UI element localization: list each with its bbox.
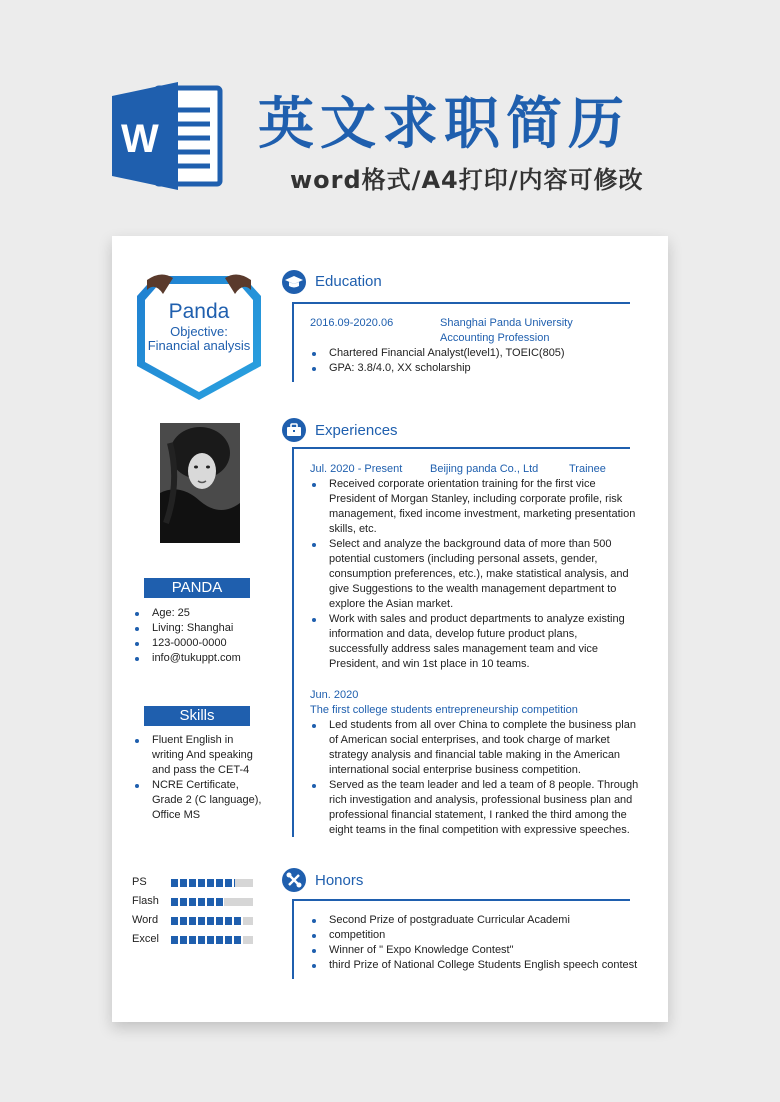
job1-role: Trainee (569, 463, 606, 475)
experiences-title: Experiences (315, 422, 398, 439)
job1-dates: Jul. 2020 - Present (310, 463, 403, 475)
skill-bar-fill (171, 936, 243, 944)
skill-item-english: Fluent English in writing And speaking and pass the CET-4 (132, 733, 267, 778)
job2-item: Served as the team leader and led a team of 8 people. Through rich investigation and analysis, professional business plan and professional financial statement, I ranked the third among the eight teams in the final competition with expressive speeches. (309, 778, 639, 838)
experiences-divider (292, 447, 630, 449)
objective-value: Financial analysis (147, 338, 251, 353)
job1-list (309, 477, 639, 672)
education-dates: 2016.09-2020.06 (310, 317, 394, 329)
honors-timeline (292, 899, 294, 979)
skill-bar-fill (171, 898, 224, 906)
honor-item: Winner of " Expo Knowledge Contest" (309, 943, 639, 958)
banner-title: 英文求职简历 (258, 92, 630, 157)
skill-bar-label: Flash (132, 895, 159, 907)
skill-bar-ps (132, 876, 262, 892)
job2-title: The first college students entrepreneurship competition (310, 704, 578, 716)
svg-text:W: W (121, 117, 159, 161)
resume-page (112, 236, 668, 1022)
job1-item: Received corporate orientation training for the first vice President of Morgan Stanley, including corporate profile, risk management, fixed income investment, marketing presentation skills, etc. (309, 477, 639, 537)
info-phone: 123-0000-0000 (132, 636, 272, 651)
skill-bar-label: Word (132, 914, 159, 926)
honors-title: Honors (315, 872, 364, 889)
education-item: Chartered Financial Analyst(level1), TOEIC(805) (309, 346, 629, 361)
honor-item: third Prize of National College Students English speech contest (309, 958, 639, 973)
skill-bar-flash (132, 895, 262, 911)
education-item: GPA: 3.8/4.0, XX scholarship (309, 361, 629, 376)
education-list (309, 346, 629, 376)
info-age: Age: 25 (132, 606, 272, 621)
skill-bar-label: PS (132, 876, 147, 888)
education-major: Accounting Profession (440, 332, 550, 344)
education-title: Education (315, 273, 382, 290)
education-divider (292, 302, 630, 304)
objective-label: Objective: (170, 324, 228, 339)
job1-item: Work with sales and product departments to analyze existing information and data, develop future product plans, successfully address sales management team and vice President, and win 1st place in 10 teams. (309, 612, 639, 672)
tools-icon (282, 868, 306, 892)
banner-subtitle: word格式/A4打印/内容可修改 (290, 166, 644, 194)
graduation-cap-icon (282, 270, 306, 294)
education-school: Shanghai Panda University (440, 317, 573, 329)
job1-item: Select and analyze the background data of more than 500 potential customers (including personal assets, gender, consumption preferences, etc.), make statistical analysis, and give Suggestions to the wealth management department to explore the Asian market. (309, 537, 639, 612)
job2-list (309, 718, 639, 838)
profile-photo (160, 423, 240, 543)
job2-dates: Jun. 2020 (310, 689, 359, 701)
skill-bar-excel (132, 933, 262, 949)
honor-item: Second Prize of postgraduate Curricular Academi (309, 913, 639, 928)
skill-bar-fill (171, 917, 243, 925)
job2-item: Led students from all over China to complete the business plan of American social enterprises, and took charge of market strategy analysis and financial table making in the American international social enterprise business competition. (309, 718, 639, 778)
info-living: Living: Shanghai (132, 621, 272, 636)
briefcase-icon (282, 418, 306, 442)
word-logo-icon (112, 82, 224, 190)
personal-info-list (132, 606, 272, 666)
honor-item: competition (309, 928, 639, 943)
honors-divider (292, 899, 630, 901)
experiences-timeline (292, 447, 294, 837)
skill-bar-fill (171, 879, 235, 887)
skills-list (132, 733, 267, 823)
profile-name: Panda (168, 300, 230, 323)
honors-list (309, 913, 639, 973)
education-timeline (292, 302, 294, 382)
skill-item-ncre: NCRE Certificate, Grade 2 (C language), Office MS (132, 778, 267, 823)
skill-bar-word (132, 914, 262, 930)
name-pill: PANDA (144, 578, 250, 598)
skill-bar-label: Excel (132, 933, 159, 945)
job1-company: Beijing panda Co., Ltd (430, 463, 539, 475)
skills-pill: Skills (144, 706, 250, 726)
info-email: info@tukuppt.com (132, 651, 272, 666)
